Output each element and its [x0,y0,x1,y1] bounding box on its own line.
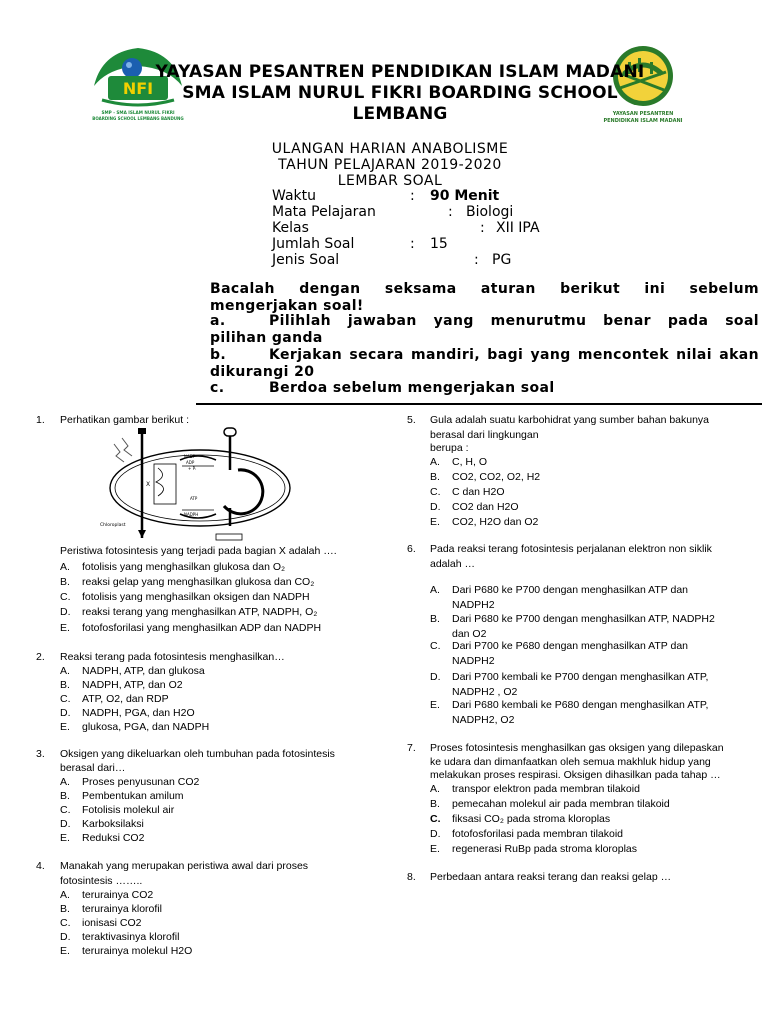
question-number: 5. [407,414,416,426]
option-letter: C. [60,591,71,603]
option-text: Dari P680 ke P700 dengan menghasilkan ATP, NADPH2 [452,613,715,625]
option-letter: C. [430,640,441,652]
option-text: terurainya CO2 [82,889,154,901]
exam-title: ULANGAN HARIAN ANABOLISME [271,141,509,157]
svg-text:ATP: ATP [190,496,198,501]
option-text: ATP, O2, dan RDP [82,693,169,705]
option-text: Dari P680 kembali ke P680 dengan menghasilkan ATP, [452,699,709,711]
option-letter: B. [60,576,70,588]
option-letter: A. [60,776,70,788]
option-letter: C. [60,804,71,816]
question-text-cont: adalah … [430,558,475,570]
info-sep: : [410,236,415,252]
svg-text:SMP - SMA ISLAM NURUL FIKRI: SMP - SMA ISLAM NURUL FIKRI [101,110,175,115]
option-text: reaksi gelap yang menghasilkan glukosa dan CO₂ [82,576,315,588]
question-text-cont: berasal dari… [60,762,126,774]
question-number: 7. [407,742,416,754]
question-text-cont2: berupa : [430,442,469,454]
question-text-cont: berasal dari lingkungan [430,429,539,441]
info-label: Mata Pelajaran [272,204,376,220]
option-letter: E. [60,945,70,957]
option-letter: C. [60,917,71,929]
option-letter: E. [60,622,70,634]
academic-year: TAHUN PELAJARAN 2019-2020 [278,157,502,173]
info-sep: : [410,188,415,204]
rule-b-letter: b. [210,347,227,363]
info-value: Biologi [466,204,514,220]
option-letter: A. [60,561,70,573]
question-4 [36,860,376,960]
question-1-stem: Peristiwa fotosintesis yang terjadi pada bagian X adalah …. [60,545,337,557]
svg-text:BOARDING SCHOOL LEMBANG BANDUN: BOARDING SCHOOL LEMBANG BANDUNG [92,116,184,121]
option-letter: B. [430,798,440,810]
question-5 [407,414,757,532]
info-sep: : [448,204,453,220]
option-letter: A. [60,889,70,901]
question-number: 4. [36,860,45,872]
info-label: Waktu [272,188,316,204]
option-text: Pembentukan amilum [82,790,184,802]
svg-text:NADPH: NADPH [184,512,199,517]
option-text: CO2, CO2, O2, H2 [452,471,541,483]
option-letter: B. [430,613,440,625]
question-7 [407,742,757,857]
diagram-label-x: X [146,481,151,488]
option-letter: B. [430,471,440,483]
question-text: Manakah yang merupakan peristiwa awal dari proses [60,860,309,872]
question-number: 8. [407,871,416,883]
info-row-kelas [272,220,540,236]
question-text: Perbedaan antara reaksi terang dan reaksi gelap … [430,871,672,883]
rule-a-text: Pilihlah jawaban yang menurutmu benar pada soal [269,313,759,329]
question-number: 6. [407,543,416,555]
instructions-intro-cont: mengerjakan soal! [210,298,364,314]
header-divider [196,403,762,405]
option-text: C, H, O [452,456,488,468]
info-row-jenis [272,252,512,268]
rule-b-cont: dikurangi 20 [210,364,315,380]
option-text: CO2, H2O dan O2 [452,516,539,528]
svg-text:NADP⁺: NADP⁺ [184,454,198,459]
rule-c-letter: c. [210,380,225,396]
option-text: ionisasi CO2 [82,917,142,929]
option-letter: B. [60,903,70,915]
info-value: 15 [430,236,448,252]
option-text-cont: NADPH2 [452,655,495,667]
option-letter: E. [430,843,440,855]
option-letter: E. [430,699,440,711]
option-text: CO2 dan H2O [452,501,519,513]
option-text: Dari P680 ke P700 dengan menghasilkan ATP dan [452,584,689,596]
svg-text:PENDIDIKAN ISLAM MADANI: PENDIDIKAN ISLAM MADANI [603,118,683,124]
option-text: fotofosforilasi yang menghasilkan ADP dan NADPH [82,622,322,634]
svg-text:+ Pᵢ: + Pᵢ [188,466,196,471]
option-text: Dari P700 ke P680 dengan menghasilkan ATP dan [452,640,689,652]
option-text: Reduksi CO2 [82,832,145,844]
rule-b-text: Kerjakan secara mandiri, bagi yang mencontek nilai akan [269,347,759,363]
option-text-cont: NADPH2 , O2 [452,686,518,698]
question-8 [407,871,757,887]
option-text: regenerasi RuBp pada stroma kloroplas [452,843,638,855]
option-text: Fotolisis molekul air [82,804,175,816]
option-letter: B. [60,790,70,802]
info-label: Jenis Soal [272,252,340,268]
svg-text:YAYASAN PESANTREN: YAYASAN PESANTREN [612,111,674,117]
question-number: 1. [36,414,45,426]
question-2 [36,651,376,735]
option-text: reaksi terang yang menghasilkan ATP, NADPH, O₂ [82,606,318,618]
info-sep: : [480,220,485,236]
school-location: LEMBANG [352,104,448,124]
option-text: transpor elektron pada membran tilakoid [452,783,640,795]
info-label: Kelas [272,220,309,236]
option-letter: D. [430,501,441,513]
option-letter: B. [60,679,70,691]
chloroplast-diagram [98,426,298,542]
option-letter: D. [60,818,71,830]
rule-a-cont: pilihan ganda [210,330,323,346]
option-text: fiksasi CO₂ pada stroma kloroplas [452,813,611,825]
svg-text:ADP: ADP [186,460,195,465]
option-text: NADPH, PGA, dan H2O [82,707,195,719]
option-text: Dari P700 kembali ke P700 dengan menghasilkan ATP, [452,671,709,683]
diagram-label-chloroplast: Chloroplast [100,523,126,528]
info-sep: : [474,252,479,268]
question-3 [36,748,376,848]
question-text-cont2: melakukan proses respirasi. Oksigen dihasilkan pada tahap … [430,769,721,781]
question-text: Perhatikan gambar berikut : [60,414,189,426]
question-number: 2. [36,651,45,663]
option-text: fotofosforilasi pada membran tilakoid [452,828,624,840]
option-text: pemecahan molekul air pada membran tilakoid [452,798,670,810]
option-letter: E. [60,832,70,844]
rule-c-text: Berdoa sebelum mengerjakan soal [269,380,555,396]
option-letter: D. [60,707,71,719]
school-name: SMA ISLAM NURUL FIKRI BOARDING SCHOOL [182,83,618,103]
option-text: glukosa, PGA, dan NADPH [82,721,210,733]
option-text: Karboksilaksi [82,818,144,830]
option-letter: A. [430,456,440,468]
sheet-title: LEMBAR SOAL [337,173,443,189]
foundation-name: YAYASAN PESANTREN PENDIDIKAN ISLAM MADANI [155,62,645,82]
option-letter: D. [60,931,71,943]
info-value: XII IPA [496,220,540,236]
option-text: fotolisis yang menghasilkan glukosa dan O₂ [82,561,286,573]
instructions-intro: Bacalah dengan seksama aturan berikut ini sebelum [210,281,759,297]
info-value: PG [492,252,512,268]
question-6 [407,543,757,728]
question-text: Pada reaksi terang fotosintesis perjalanan elektron non siklik [430,543,712,555]
option-text: NADPH, ATP, dan glukosa [82,665,205,677]
question-text-cont: ke udara dan dimanfaatkan oleh semua makhluk hidup yang [430,756,711,768]
info-row-mapel [272,204,514,220]
option-letter: C. [430,486,441,498]
question-text: Proses fotosintesis menghasilkan gas oksigen yang dilepaskan [430,742,724,754]
option-text-cont: NADPH2, O2 [452,714,515,726]
question-text-cont: fotosintesis …….. [60,875,143,887]
info-label: Jumlah Soal [272,236,355,252]
option-text: C dan H2O [452,486,505,498]
option-letter: A. [60,665,70,677]
svg-text:NFI: NFI [122,79,154,98]
option-letter: A. [430,783,440,795]
option-text: teraktivasinya klorofil [82,931,180,943]
question-number: 3. [36,748,45,760]
question-text: Gula adalah suatu karbohidrat yang sumber bahan bakunya [430,414,710,426]
option-letter: C. [430,813,441,825]
option-text: terurainya molekul H2O [82,945,193,957]
option-letter: E. [430,516,440,528]
option-text-cont: NADPH2 [452,599,495,611]
question-1-options [60,561,380,641]
option-text: Proses penyusunan CO2 [82,776,200,788]
option-letter: D. [430,671,441,683]
info-row-waktu [272,188,500,204]
info-value: 90 Menit [430,188,500,204]
info-row-jumlah [272,236,448,252]
question-text: Oksigen yang dikeluarkan oleh tumbuhan pada fotosintesis [60,748,335,760]
option-letter: D. [430,828,441,840]
option-letter: C. [60,693,71,705]
rule-a-letter: a. [210,313,226,329]
question-text: Reaksi terang pada fotosintesis menghasilkan… [60,651,285,663]
option-text: fotolisis yang menghasilkan oksigen dan NADPH [82,591,310,603]
option-text: NADPH, ATP, dan O2 [82,679,183,691]
option-letter: A. [430,584,440,596]
option-text: terurainya klorofil [82,903,162,915]
option-text-cont: dan O2 [452,628,487,640]
option-letter: E. [60,721,70,733]
option-letter: D. [60,606,71,618]
